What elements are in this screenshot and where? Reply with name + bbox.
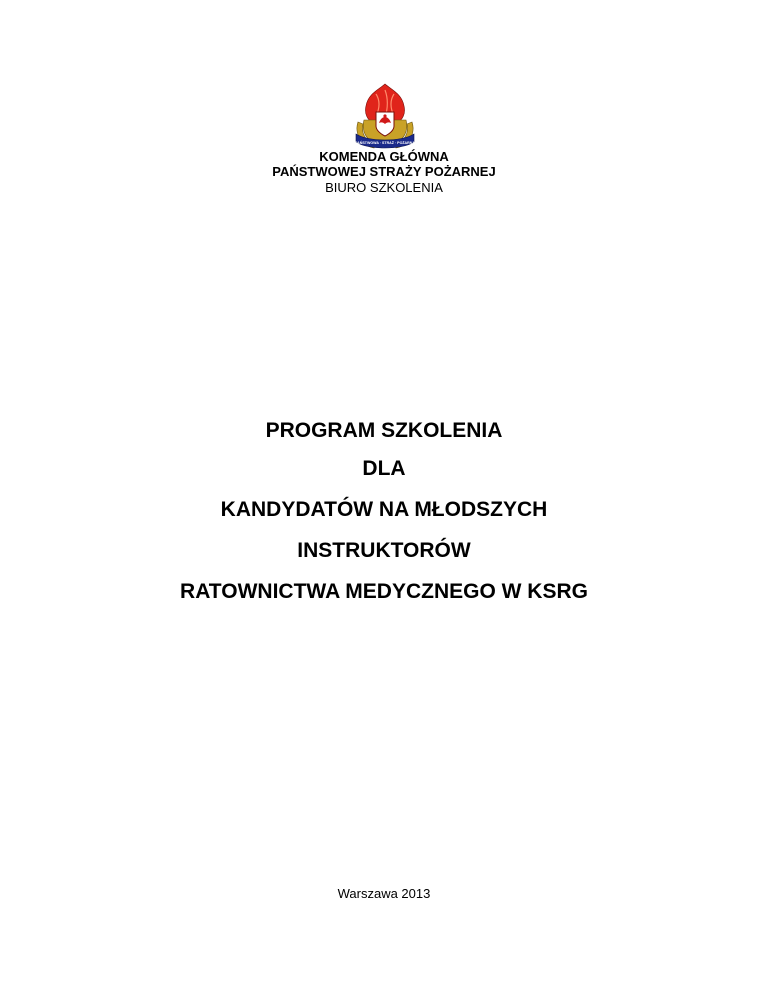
- emblem-ribbon-text: PAŃSTWOWA · STRAŻ · POŻARNA: [355, 141, 415, 145]
- place-and-year: Warszawa 2013: [337, 886, 431, 901]
- document-title-line1: PROGRAM SZKOLENIA: [265, 419, 503, 442]
- document-title-line4: INSTRUKTORÓW: [297, 539, 471, 562]
- document-title-line5: RATOWNICTWA MEDYCZNEGO W KSRG: [180, 580, 588, 603]
- document-title-line3: KANDYDATÓW NA MŁODSZYCH: [220, 498, 548, 521]
- org-name-line1: KOMENDA GŁÓWNA: [319, 149, 449, 164]
- document-title-line2: DLA: [362, 457, 406, 480]
- org-name-line2: PAŃSTWOWEJ STRAŻY POŻARNEJ: [272, 164, 496, 179]
- department-name: BIURO SZKOLENIA: [325, 180, 443, 195]
- state-fire-service-emblem-icon: [352, 82, 418, 152]
